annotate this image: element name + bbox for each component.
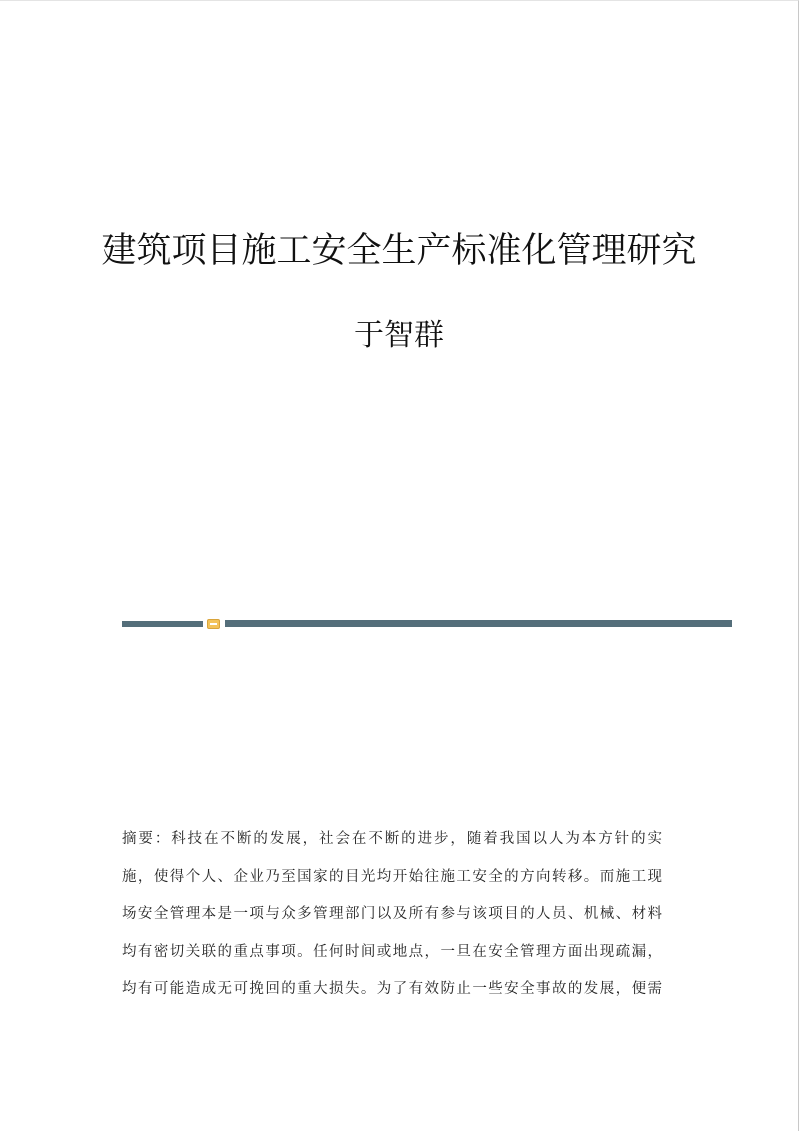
divider-badge-icon — [207, 619, 220, 629]
document-title: 建筑项目施工安全生产标准化管理研究 — [101, 231, 697, 271]
document-author: 于智群 — [354, 318, 444, 353]
divider-right-segment — [225, 620, 732, 627]
section-divider — [122, 620, 732, 628]
abstract-line: 施，使得个人、企业乃至国家的目光均开始往施工安全的方向转移。而施工现 — [122, 868, 662, 885]
abstract-line: 摘要：科技在不断的发展，社会在不断的进步，随着我国以人为本方针的实 — [122, 831, 662, 847]
abstract-paragraph — [122, 821, 662, 1009]
abstract-line: 场安全管理本是一项与众多管理部门以及所有参与该项目的人员、机械、材料 — [122, 906, 662, 922]
divider-left-segment — [122, 621, 203, 627]
abstract-line: 均有可能造成无可挽回的重大损失。为了有效防止一些安全事故的发展，便需 — [122, 981, 662, 997]
abstract-line: 均有密切关联的重点事项。任何时间或地点，一旦在安全管理方面出现疏漏， — [122, 943, 662, 960]
